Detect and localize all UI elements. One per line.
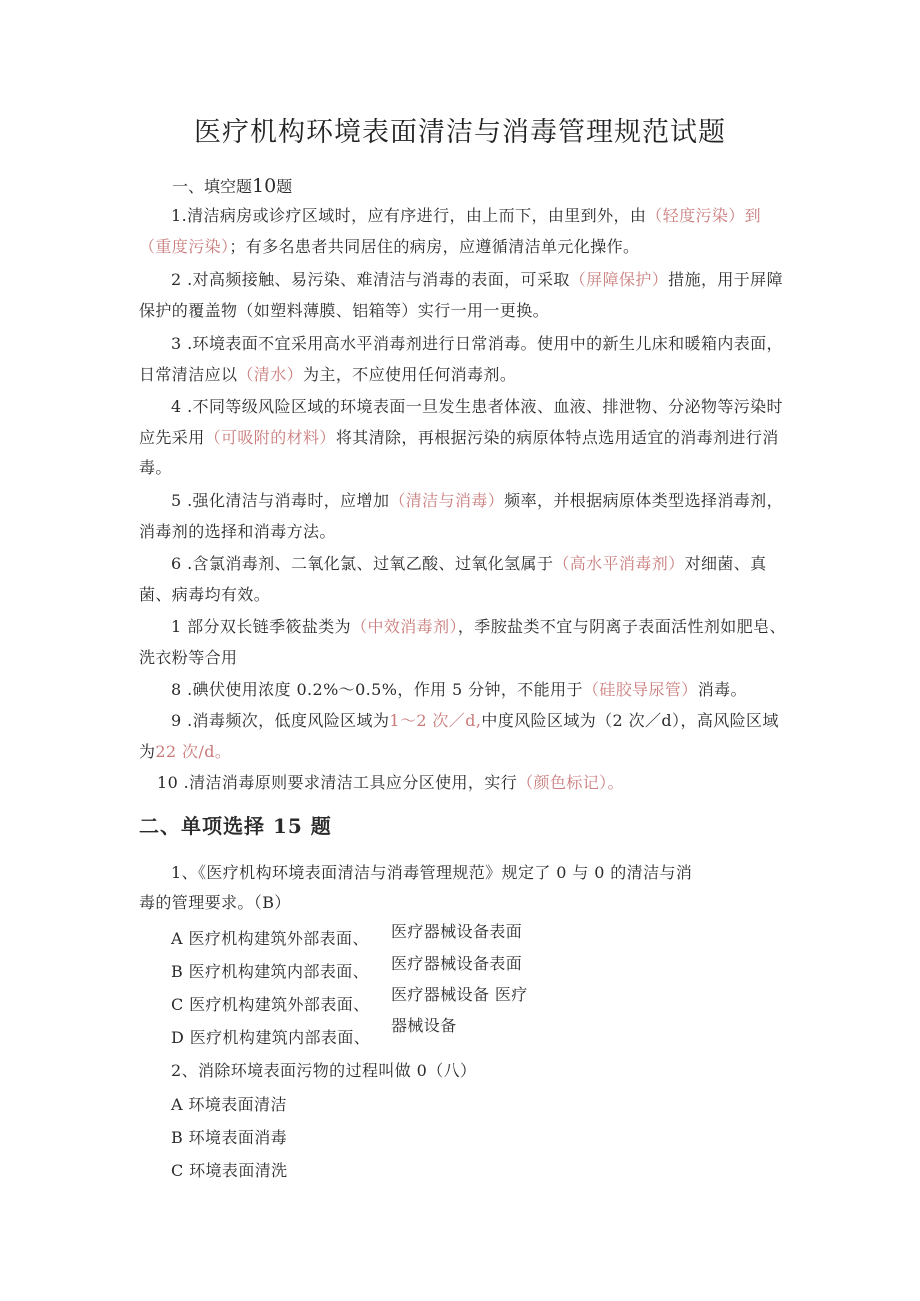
fill-question-1 [139, 201, 789, 262]
answer: （轻度污染）到（重度污染） [139, 206, 762, 256]
question-text: 对细菌、真菌、病毒均有效。 [139, 554, 767, 604]
question-text: 1.清洁病房或诊疗区域时，应有序进行，由上而下，由里到外，由 [171, 206, 647, 225]
option-d-cont: 器械设备 [391, 1016, 457, 1035]
section1-count: 10 [252, 175, 277, 197]
fill-question-9 [139, 706, 789, 767]
question-text: 措施，用于屏障保护的覆盖物（如塑料薄膜、铝箱等）实行一用一更换。 [139, 270, 783, 320]
fill-question-3 [139, 329, 789, 390]
option-a: A 环境表面清洁 [171, 1095, 287, 1114]
answer: 1～2 次／d, [389, 711, 482, 730]
section1-unit: 题 [276, 177, 293, 196]
page-title: 医疗机构环境表面清洁与消毒管理规范试题 [194, 117, 726, 148]
fill-question-4 [139, 392, 789, 484]
option-d: D 医疗机构建筑内部表面、 [171, 1028, 371, 1047]
question-text: 9 .消毒频次，低度风险区域为 [171, 711, 390, 730]
option-a: A 医疗机构建筑外部表面、 [171, 929, 369, 948]
question-text: 为主，不应使用任何消毒剂。 [303, 364, 517, 384]
question-text: 10 .清洁消毒原则要求清洁工具应分区使用，实行 [157, 773, 518, 792]
answer: （清洁与消毒） [389, 491, 505, 510]
fill-question-10 [139, 768, 789, 799]
section1-heading [172, 174, 292, 197]
option-c: C 医疗机构建筑外部表面、 [171, 995, 370, 1014]
question-text: 将其清除，再根据污染的病原体特点选用适宜的消毒剂进行消毒。 [139, 427, 779, 477]
fill-question-8 [139, 675, 789, 706]
option-a-cont: 医疗器械设备表面 [391, 922, 523, 941]
question-text: 2 .对高频接触、易污染、难清洁与消毒的表面，可采取 [171, 270, 570, 289]
option-b-cont: 医疗器械设备表面 [391, 954, 523, 973]
question-text: 消毒。 [697, 680, 747, 699]
answer: （中效消毒剂） [351, 617, 458, 636]
question-text: 5 .强化清洁与消毒时，应增加 [171, 491, 390, 510]
fill-question-2 [139, 265, 789, 326]
question-text: 中度风险区域为（2 次／d），高风险区域为 [139, 711, 779, 761]
answer: 22 次/d。 [155, 741, 232, 761]
option-c: C 环境表面清洗 [171, 1161, 288, 1180]
choice-question-1-stem: 1、《医疗机构环境表面清洁与消毒管理规范》规定了 0 与 0 的清洁与消 [171, 863, 693, 882]
question-text: 6 .含氯消毒剂、二氧化氯、过氧乙酸、过氧化氢属于 [171, 554, 554, 573]
answer: （高水平消毒剂） [553, 554, 685, 573]
question-text: ，季胺盐类不宜与阴离子表面活性剂如肥皂、洗衣粉等合用 [139, 617, 786, 667]
section1-heading-text: 一、填空题 [172, 177, 253, 196]
option-c-cont: 医疗器械设备 医疗 [391, 985, 528, 1004]
question-text: 3 .环境表面不宜采用高水平消毒剂进行日常消毒。使用中的新生儿床和暖箱内表面，日常清洁应以 [139, 334, 783, 384]
answer: （可吸附的材料） [204, 427, 336, 447]
question-text: ；有多名患者共同居住的病房，应遵循清洁单元化操作。 [229, 236, 640, 256]
question-text: 频率，并根据病原体类型选择消毒剂，消毒剂的选择和消毒方法。 [139, 491, 783, 541]
answer: （屏障保护） [569, 270, 669, 289]
answer: （清水） [237, 364, 304, 384]
option-b: B 医疗机构建筑内部表面、 [171, 962, 370, 981]
option-b: B 环境表面消毒 [171, 1128, 288, 1147]
question-text: 8 .碘伏使用浓度 0.2%～0.5%，作用 5 分钟，不能用于 [171, 680, 583, 699]
answer: （硅胶导尿管） [582, 680, 698, 699]
fill-question-6 [139, 549, 789, 610]
choice-question-2-stem: 2、消除环境表面污物的过程叫做 0（八） [171, 1061, 477, 1080]
answer: （颜色标记）。 [517, 773, 624, 792]
fill-question-5 [139, 486, 789, 547]
question-text: 1 部分双长链季筱盐类为 [171, 617, 352, 636]
section2-heading: 二、单项选择 15 题 [139, 814, 332, 838]
question-text: 4 .不同等级风险区域的环境表面一旦发生患者体液、血液、排泄物、分泌物等污染时应先采用 [139, 397, 783, 447]
choice-question-1-stem-cont: 毒的管理要求。（B） [139, 893, 291, 912]
fill-question-7 [139, 612, 789, 673]
